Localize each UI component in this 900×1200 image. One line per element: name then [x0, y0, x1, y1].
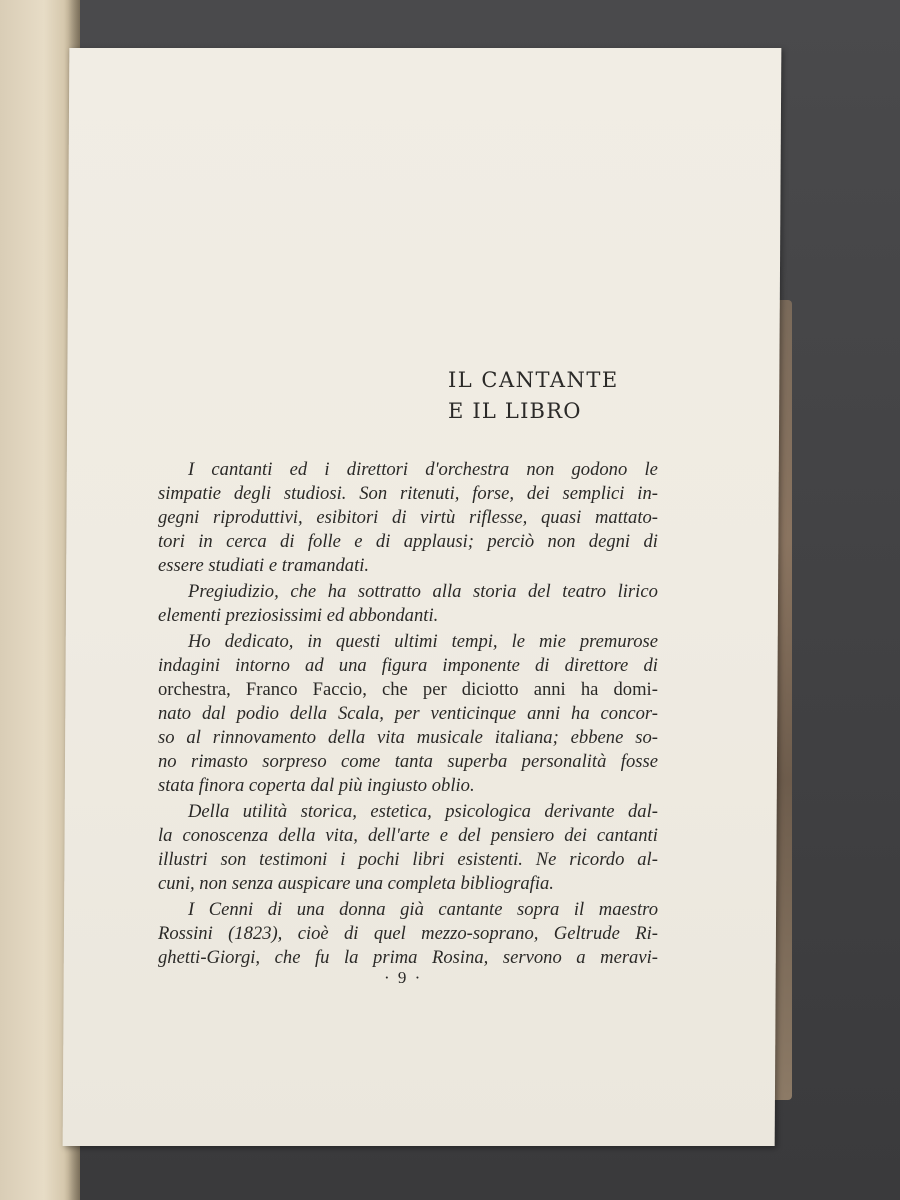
word: Son [359, 483, 388, 504]
word: mie [538, 631, 566, 652]
word: virtù [420, 507, 456, 528]
word: cantanti [596, 825, 658, 846]
text-line-content: essere studiati e tramandati. [158, 555, 370, 576]
word: anni [533, 679, 566, 700]
word: d'orchestra [425, 459, 510, 480]
text-line-content [188, 800, 658, 824]
word: italiana; [494, 727, 559, 748]
word: riproduttivi, [212, 507, 303, 528]
text-line-content: cuni, non senza auspicare una completa bibliografia. [158, 873, 554, 894]
word: orchestra, [158, 679, 231, 700]
word: rimasto [191, 751, 248, 772]
text-line [158, 898, 658, 922]
word: al- [637, 849, 658, 870]
word: ghetti-Giorgi, [158, 947, 261, 968]
word: gegni [158, 507, 200, 528]
word: premurose [579, 631, 658, 652]
word: alla [432, 581, 462, 602]
word: che [290, 581, 317, 602]
word: esibitori [316, 507, 379, 528]
word: direttore [564, 655, 629, 676]
word: libri [412, 849, 445, 870]
word: al [186, 727, 201, 748]
word: dei [564, 825, 587, 846]
word: degli [233, 483, 272, 504]
word: del [527, 581, 551, 602]
word: vita, [325, 825, 358, 846]
text-line [158, 458, 658, 482]
word: sopra [516, 899, 560, 920]
word: non [526, 459, 555, 480]
word: fosse [620, 751, 658, 772]
word: Faccio, [312, 679, 367, 700]
word: di [375, 531, 391, 552]
word: Ne [535, 849, 557, 870]
word: folle [307, 531, 341, 552]
text-line [158, 654, 658, 678]
text-line-content [158, 922, 658, 946]
word: in [307, 631, 322, 652]
word: del [458, 825, 481, 846]
word: musicale [416, 727, 483, 748]
word: I [188, 899, 195, 920]
word: studiosi. [283, 483, 347, 504]
text-line [158, 800, 658, 824]
word: ritenuti, [399, 483, 460, 504]
word: Franco [245, 679, 298, 700]
word: diciotto [461, 679, 519, 700]
word: ha [327, 581, 347, 602]
text-line [158, 872, 658, 896]
word: dedicato, [224, 631, 294, 652]
word: come [341, 751, 381, 772]
word: le [511, 631, 525, 652]
word: utilità [242, 801, 288, 822]
text-line [158, 506, 658, 530]
text-line-content [158, 824, 658, 848]
word: donna [339, 899, 386, 920]
word: Scala, [337, 703, 384, 724]
word: della [278, 825, 316, 846]
word: Ho [188, 631, 211, 652]
text-line-content [158, 946, 658, 970]
word: superba [447, 751, 508, 772]
word: ha [580, 679, 599, 700]
text-line [158, 482, 658, 506]
text-line-content: elementi preziosissimi ed abbondanti. [158, 605, 439, 626]
word: in- [637, 483, 658, 504]
text-line-content [158, 750, 658, 774]
word: indagini [158, 655, 220, 676]
word: testimoni [259, 849, 328, 870]
text-line-content [158, 530, 658, 554]
word: illustri [158, 849, 208, 870]
word: i [340, 849, 346, 870]
text-line [158, 630, 658, 654]
word: di [643, 531, 658, 552]
word: vita [377, 727, 405, 748]
word: e [439, 825, 449, 846]
word: semplici [562, 483, 625, 504]
text-line [158, 750, 658, 774]
word: personalità [521, 751, 607, 772]
chapter-title-line-2: E IL LIBRO [448, 399, 582, 423]
word: per [394, 703, 420, 724]
word: domi- [613, 679, 658, 700]
word: ricordo [569, 849, 625, 870]
word: in [198, 531, 213, 552]
page-number: · 9 · [384, 968, 423, 987]
word: di [344, 923, 359, 944]
text-line [158, 824, 658, 848]
word: degni [588, 531, 631, 552]
word: della [289, 703, 328, 724]
word: pochi [358, 849, 400, 870]
word: della [327, 727, 366, 748]
word: cerca [226, 531, 267, 552]
word: direttori [346, 459, 409, 480]
word: quasi [541, 507, 582, 528]
word: riflesse, [468, 507, 528, 528]
text-line [158, 530, 658, 554]
word: che [381, 679, 408, 700]
word: figura [381, 655, 428, 676]
word: conoscenza [182, 825, 269, 846]
word: dei [526, 483, 550, 504]
text-line [158, 678, 658, 702]
word: rinnovamento [212, 727, 317, 748]
word: tori [158, 531, 185, 552]
text-line-content [188, 458, 658, 482]
word: di [280, 531, 295, 552]
word: dell'arte [367, 825, 430, 846]
word: cantante [438, 899, 503, 920]
word: ed [289, 459, 308, 480]
word: storica, [300, 801, 357, 822]
text-line-content [158, 482, 658, 506]
text-line [158, 726, 658, 750]
text-line [158, 922, 658, 946]
word: e [354, 531, 363, 552]
word: fu [315, 947, 330, 968]
word: per [422, 679, 447, 700]
word: godono [571, 459, 628, 480]
word: una [296, 899, 325, 920]
word: ha [571, 703, 590, 724]
word: so [158, 727, 175, 748]
word: ultimi [394, 631, 438, 652]
word: questi [335, 631, 381, 652]
word: già [400, 899, 424, 920]
word: Rosina, [432, 947, 489, 968]
word: Della [188, 801, 230, 822]
word: Cenni [208, 899, 254, 920]
word: pensiero [490, 825, 555, 846]
word: I [188, 459, 195, 480]
word: anni [527, 703, 561, 724]
word: che [274, 947, 301, 968]
text-line [158, 702, 658, 726]
word: podio [236, 703, 279, 724]
word: concor- [600, 703, 658, 724]
word: maestro [598, 899, 658, 920]
word: una [338, 655, 367, 676]
word: la [344, 947, 359, 968]
word: derivante [544, 801, 615, 822]
word: di [267, 899, 283, 920]
word: psicologica [445, 801, 531, 822]
word: ad [305, 655, 324, 676]
word: son [220, 849, 247, 870]
word: non [547, 531, 576, 552]
word: prima [373, 947, 418, 968]
word: Geltrude [553, 923, 620, 944]
word: di [535, 655, 550, 676]
text-line-content [158, 848, 658, 872]
text-line [158, 580, 658, 604]
text-line-content [158, 678, 658, 702]
word: intorno [235, 655, 290, 676]
word: tanta [394, 751, 433, 772]
word: quel [373, 923, 406, 944]
word: dal- [627, 801, 658, 822]
word: servono [502, 947, 562, 968]
word: lirico [617, 581, 658, 602]
word: mattato- [594, 507, 658, 528]
word: perciò [487, 531, 535, 552]
word: Ri- [635, 923, 658, 944]
text-line [158, 774, 658, 798]
word: Rossini [158, 923, 213, 944]
word: esistenti. [457, 849, 523, 870]
text-line-content [188, 630, 658, 654]
word: mezzo-soprano, [421, 923, 539, 944]
text-line [158, 554, 658, 578]
word: applausi; [403, 531, 474, 552]
word: di [643, 655, 658, 676]
chapter-title-line-1: IL CANTANTE [448, 368, 619, 392]
text-line-content: stata finora coperta dal più ingiusto oblio. [158, 775, 475, 796]
chapter-title [448, 365, 619, 427]
text-line-content [158, 726, 658, 750]
word: sottratto [357, 581, 421, 602]
text-line-content [188, 580, 658, 604]
word: Pregiudizio, [188, 581, 279, 602]
body-text [158, 458, 658, 970]
word: di [392, 507, 407, 528]
text-line [158, 604, 658, 628]
text-line-content [158, 654, 658, 678]
word: venticinque [430, 703, 517, 724]
word: ebbene [570, 727, 624, 748]
word: no [158, 751, 177, 772]
text-line-content [158, 506, 658, 530]
word: il [573, 899, 585, 920]
text-line [158, 848, 658, 872]
word: nato [158, 703, 192, 724]
word: forse, [472, 483, 515, 504]
word: a [576, 947, 586, 968]
word: la [158, 825, 173, 846]
word: meravi- [600, 947, 658, 968]
word: cantanti [211, 459, 273, 480]
word: le [644, 459, 658, 480]
word: simpatie [158, 483, 222, 504]
word: imponente [442, 655, 520, 676]
word: tempi, [451, 631, 498, 652]
text-line-content [188, 898, 658, 922]
word: dal [201, 703, 226, 724]
text-line-content [158, 702, 658, 726]
word: so- [635, 727, 658, 748]
word: teatro [562, 581, 607, 602]
text-line [158, 946, 658, 970]
word: cioè [297, 923, 329, 944]
word: estetica, [370, 801, 432, 822]
word: i [324, 459, 330, 480]
word: storia [473, 581, 517, 602]
word: sorpreso [262, 751, 327, 772]
word: (1823), [228, 923, 283, 944]
